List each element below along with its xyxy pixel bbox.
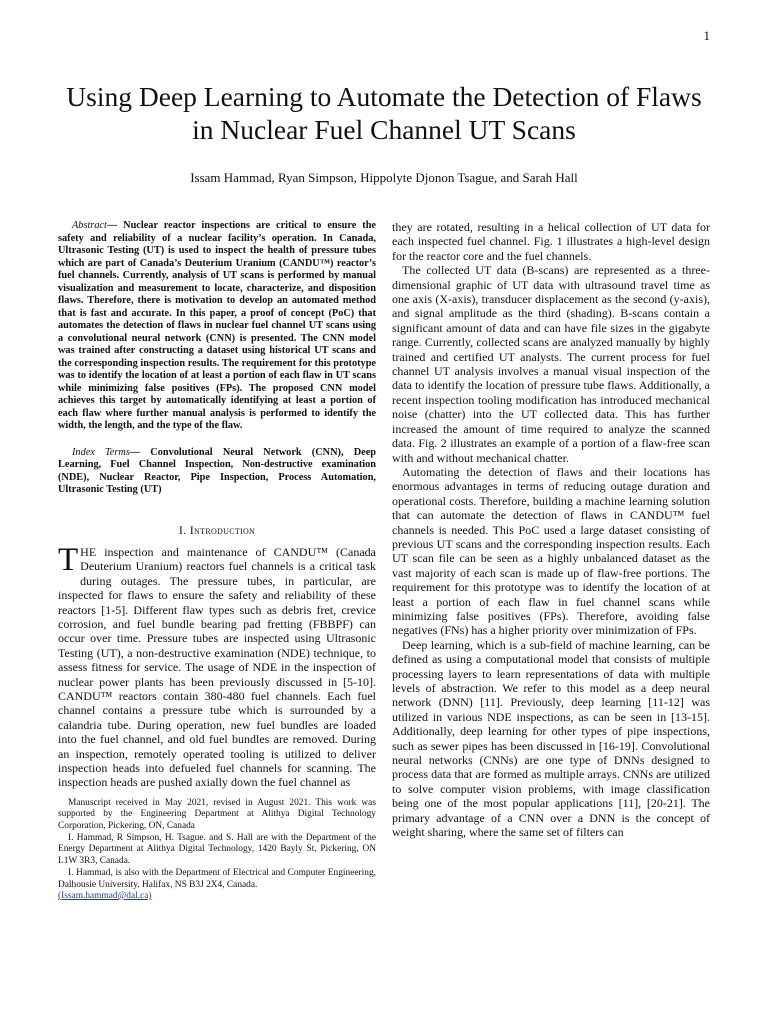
drop-cap: T (58, 541, 79, 578)
footnote-text: I. Hammad, is also with the Department of Electrical and Computer Engineering, Dalhousie University. Halifax, NS B3J 2X4, Canada. (58, 868, 376, 890)
abstract-label: Abstract (72, 220, 107, 231)
index-terms-text: — Convolutional Neural Network (CNN), Deep Learning, Fuel Channel Inspection, Non-destructive examination (NDE), Nuclear Reactor, Pipe Inspection, Process Automation, Ultrasonic Testing (UT) (58, 446, 376, 495)
section-number: I. (178, 522, 187, 537)
section-heading (58, 523, 376, 537)
footnote: I. Hammad, R Simpson, H. Tsague. and S. Hall are with the Department of the Energy Department at Alithya Digital Technology, 1420 Bayly St, Pickering, ON L1W 3R3, Canada. (58, 833, 376, 866)
author-email-link[interactable]: (Issam.hammad@dal.ca) (58, 891, 152, 902)
body-paragraph: The collected UT data (B-scans) are represented as a three-dimensional graphic of UT data with ultrasound travel time as one axis (X-axis), transducer displacement as the second (y-axis), and signal amplitude as the third (shading). B-scans contain a significant amount of data and can have file sizes in the gigabyte range. Currently, collected scans are analyzed manually by highly trained and certified UT analysts. The current process for fuel channel UT analysis involves a manual visual inspection of the data to identify the location of pressure tube flaws. Additionally, a recent inspection tooling modification has introduced mechanical noise (chatter) into the UT collected data. This has further increased the amount of time required to analyze the scanned data. Fig. 2 illustrates an example of a portion of a flaw-free scan with and without mechanical chatter. (392, 263, 710, 465)
intro-paragraph (58, 541, 376, 790)
right-column (392, 220, 710, 839)
abstract (58, 220, 376, 433)
paper-title: Using Deep Learning to Automate the Detection of Flaws in Nuclear Fuel Channel UT Scans (66, 81, 702, 145)
page-number: 1 (703, 28, 710, 43)
body-paragraph: Deep learning, which is a sub-field of machine learning, can be defined as using a computational model that consists of multiple processing layers to learn representations of data with multiple levels of abstraction. We refer to this model as a deep neural network (DNN) [11]. Previously, deep learning [11-12] was utilized in various NDE inspections, as can be seen in [13-15]. Additionally, deep learning for other types of pipe inspections, such as sewer pipes has been discussed in [16-19]. Convolutional neural networks (CNNs) are one type of DNNs designed to process data that are formed as multiple arrays. CNNs are utilized to solve computer vision problems, with image classification being one of the most popular applications [11], [20-21]. The primary advantage of a CNN over a DNN is the concept of weight sharing, where the same set of filters can (392, 637, 710, 840)
intro-text: HE inspection and maintenance of CANDU™ (Canada Deuterium Uranium) reactors fuel channels is a critical task during outages. The pressure tubes, in particular, are inspected for flaws to ensure the safety and reliability of these reactors [1-5]. Different flaw types such as debris fret, crevice corrosion, and fuel bundle bearing pad fretting (FBBPF) can occur over time. Pressure tubes are inspected using Ultrasonic Testing (UT), a non-destructive examination (NDE) technique, to assess fitness for service. The usage of NDE in the inspection of nuclear power plants has been previously discussed in [5-10]. CANDU™ reactors contain 380-480 fuel channels. Each fuel channel contains a pressure tube which is surrounded by a calandria tube. During operation, new fuel bundles are loaded into the fuel channel, and old fuel bundles are removed. During an inspection, remotely operated tooling is utilized to deliver inspection heads into defueled fuel channels for scanning. The inspection heads are pushed axially down the fuel channel as (58, 544, 376, 790)
author-list: Issam Hammad, Ryan Simpson, Hippolyte Djonon Tsague, and Sarah Hall (190, 170, 578, 185)
footnotes (58, 798, 376, 903)
footnote (58, 868, 376, 902)
body-paragraph: Automating the detection of flaws and their locations has enormous advantages in terms of reducing outage duration and operational costs. Therefore, building a machine learning solution that can automate the detection of flaws in CANDU™ fuel channels is needed. This PoC used a large dataset consisting of previous UT scans and the corresponding inspection results. Each UT scan file can be seen as a highly unbalanced dataset as the vast majority of each scan is made up of flaw-free portions. The requirement for this prototype was to identify the location of at least a portion of each flaw in fuel channel scans while minimizing false positives (FPs). Therefore, avoiding false negatives (FNs) has a higher priority over minimization of FPs. (392, 464, 710, 638)
section-title: Introduction (189, 522, 256, 537)
abstract-text: — Nuclear reactor inspections are critical to ensure the safety and reliability of a nuclear facility’s operation. In Canada, Ultrasonic Testing (UT) is used to inspect the health of pressure tubes which are part of Canada’s Deuterium Uranium (CANDU™) reactor’s fuel channels. Currently, analysis of UT scans is performed by manual visualization and measurement to locate, characterize, and disposition flaws. Therefore, there is motivation to develop an automated method that is fast and accurate. In this paper, a proof of concept (PoC) that automates the detection of flaws in nuclear fuel channel UT scans using a convolutional neural network (CNN) is presented. The CNN model was trained after constructing a dataset using historical UT scans and the corresponding inspection results. The requirement for this prototype was to identify the location of at least a portion of each flaw in UT scans while minimizing false positives (FPs). The proposed CNN model achieves this target by automatically identifying at least a portion of each flaw where further manual analysis is performed to identify the width, the length, and the type of the flaw. (58, 220, 376, 431)
index-terms-label: Index Terms (72, 446, 130, 458)
index-terms (58, 447, 376, 497)
body-paragraph: they are rotated, resulting in a helical collection of UT data for each inspected fuel channel. Fig. 1 illustrates a high-level design for the reactor core and the fuel channels. (392, 220, 710, 263)
left-column (58, 220, 376, 903)
footnote: Manuscript received in May 2021, revised in August 2021. This work was supported by the Engineering Department at Alithya Digital Technology Corporation, Pickering, ON, Canada (58, 797, 376, 831)
